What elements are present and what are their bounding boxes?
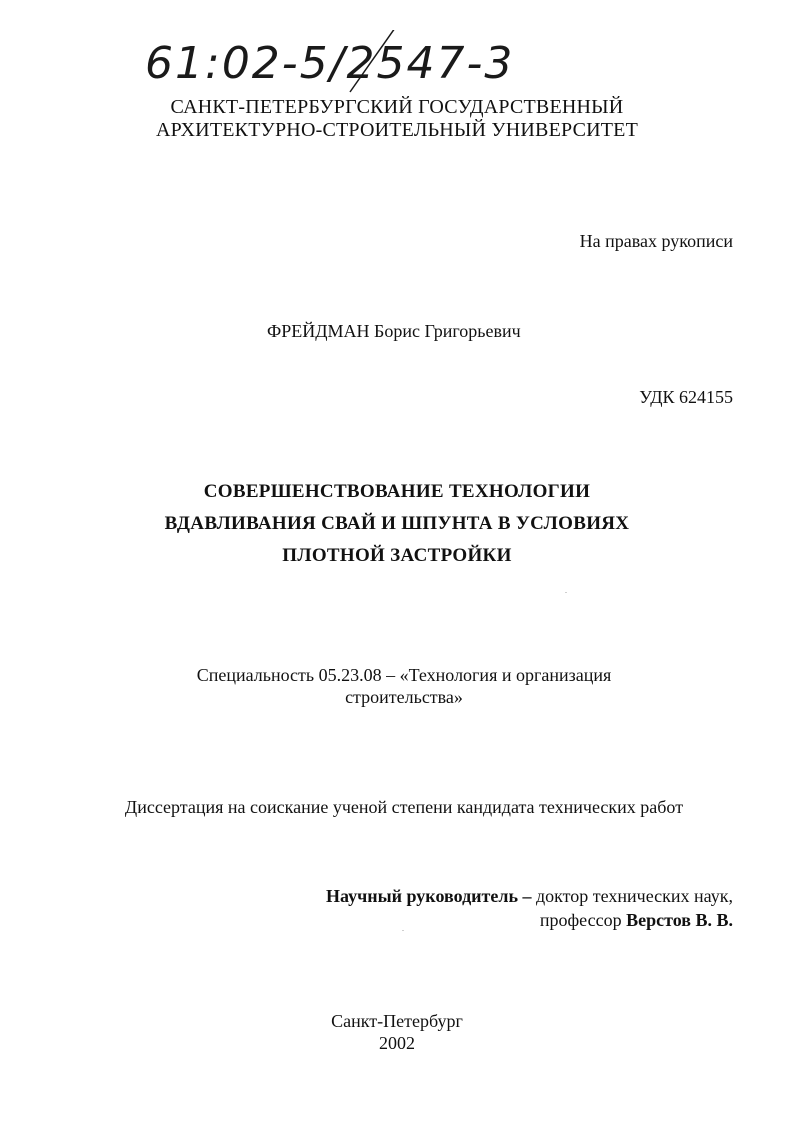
udk-code: УДК 624155 [639, 387, 733, 407]
supervisor-degree: доктор технических наук, [536, 886, 733, 906]
year: 2002 [379, 1033, 415, 1053]
supervisor-line-1 [250, 884, 733, 908]
dissertation-statement: Диссертация на соискание ученой степени кандидата технических работ [124, 797, 684, 817]
specialty [0, 664, 794, 708]
city: Санкт-Петербург [331, 1011, 463, 1031]
university-line-2: АРХИТЕКТУРНО-СТРОИТЕЛЬНЫЙ УНИВЕРСИТЕТ [155, 119, 639, 141]
title-line-3: ПЛОТНОЙ ЗАСТРОЙКИ [282, 545, 512, 566]
supervisor-name: Верстов В. В. [626, 910, 733, 930]
university-name [0, 96, 794, 142]
place-and-year [0, 1010, 794, 1054]
supervisor-block [250, 884, 733, 932]
university-line-1: САНКТ-ПЕТЕРБУРГСКИЙ ГОСУДАРСТВЕННЫЙ [170, 96, 624, 118]
handwritten-catalog-number [145, 30, 545, 100]
supervisor-role: Научный руководитель – [326, 886, 532, 906]
supervisor-line-2 [250, 908, 733, 932]
specialty-line-2: строительства» [345, 687, 463, 707]
manuscript-note: На правах рукописи [579, 231, 733, 251]
scan-speck [402, 930, 404, 931]
supervisor-title: профессор [539, 910, 622, 930]
title-line-1: СОВЕРШЕНСТВОВАНИЕ ТЕХНОЛОГИИ [203, 481, 591, 502]
dissertation-title [0, 476, 794, 572]
specialty-line-1: Специальность 05.23.08 – «Технология и организация [196, 665, 612, 685]
author-name: ФРЕЙДМАН Борис Григорьевич [267, 321, 521, 341]
catalog-number-text: 61:02-5/2547-3 [145, 38, 515, 89]
scan-speck [565, 592, 567, 593]
title-line-2: ВДАВЛИВАНИЯ СВАЙ И ШПУНТА В УСЛОВИЯХ [164, 513, 630, 534]
